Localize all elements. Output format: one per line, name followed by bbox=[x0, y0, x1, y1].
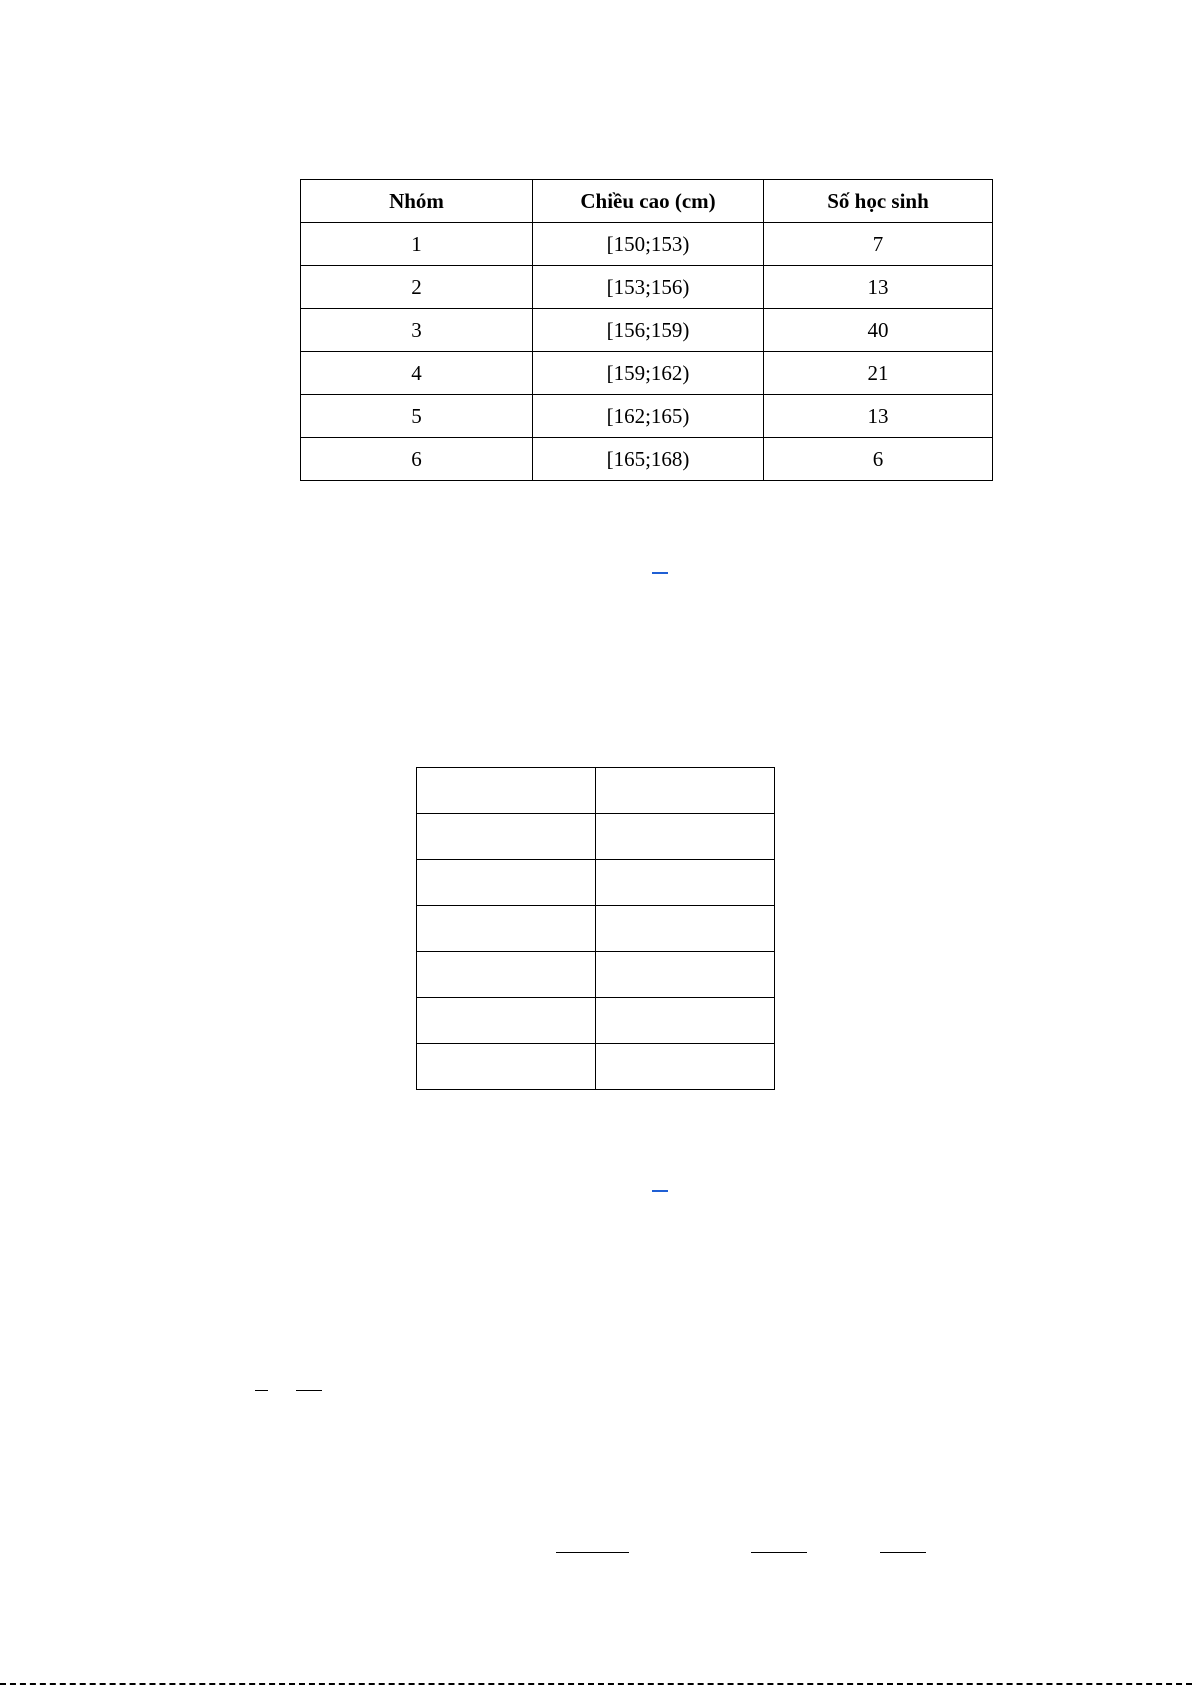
cell-height: [150;153) bbox=[533, 223, 764, 266]
empty-cell bbox=[596, 906, 775, 952]
cell-height: [159;162) bbox=[533, 352, 764, 395]
cell-height: [156;159) bbox=[533, 309, 764, 352]
cell-height: [153;156) bbox=[533, 266, 764, 309]
header-group: Nhóm bbox=[301, 180, 533, 223]
empty-cell bbox=[596, 768, 775, 814]
fraction-bar-mark bbox=[652, 572, 668, 574]
cell-group: 4 bbox=[301, 352, 533, 395]
table-row bbox=[301, 309, 993, 352]
table-row bbox=[417, 860, 775, 906]
empty-cell bbox=[417, 952, 596, 998]
table-row bbox=[301, 223, 993, 266]
table-row bbox=[417, 998, 775, 1044]
table-row bbox=[301, 438, 993, 481]
table-row bbox=[417, 952, 775, 998]
fraction-bar-mark bbox=[880, 1552, 926, 1553]
empty-cell bbox=[596, 998, 775, 1044]
fraction-bar-mark bbox=[296, 1390, 322, 1391]
cell-group: 5 bbox=[301, 395, 533, 438]
table-row bbox=[301, 266, 993, 309]
empty-cell bbox=[417, 860, 596, 906]
cell-group: 3 bbox=[301, 309, 533, 352]
cell-students: 13 bbox=[764, 395, 993, 438]
cell-students: 7 bbox=[764, 223, 993, 266]
fraction-bar-mark bbox=[556, 1552, 629, 1553]
cell-students: 40 bbox=[764, 309, 993, 352]
header-students: Số học sinh bbox=[764, 180, 993, 223]
fraction-bar-mark bbox=[652, 1190, 668, 1192]
cell-students: 21 bbox=[764, 352, 993, 395]
cell-students: 13 bbox=[764, 266, 993, 309]
cell-height: [165;168) bbox=[533, 438, 764, 481]
cell-height: [162;165) bbox=[533, 395, 764, 438]
empty-cell bbox=[596, 952, 775, 998]
table-row bbox=[417, 768, 775, 814]
empty-cell bbox=[417, 1044, 596, 1090]
table-row bbox=[301, 395, 993, 438]
empty-cell bbox=[417, 906, 596, 952]
fraction-bar-mark bbox=[255, 1390, 268, 1391]
empty-cell bbox=[417, 768, 596, 814]
table-row bbox=[417, 906, 775, 952]
cell-students: 6 bbox=[764, 438, 993, 481]
table-row bbox=[417, 1044, 775, 1090]
empty-cell bbox=[417, 814, 596, 860]
table-header-row bbox=[301, 180, 993, 223]
header-height: Chiều cao (cm) bbox=[533, 180, 764, 223]
table-row bbox=[301, 352, 993, 395]
empty-cell bbox=[596, 1044, 775, 1090]
empty-cell bbox=[417, 998, 596, 1044]
fraction-bar-mark bbox=[751, 1552, 807, 1553]
cell-group: 6 bbox=[301, 438, 533, 481]
cell-group: 2 bbox=[301, 266, 533, 309]
empty-cell bbox=[596, 860, 775, 906]
height-frequency-table bbox=[300, 179, 993, 481]
table-row bbox=[417, 814, 775, 860]
empty-grid-table bbox=[416, 767, 775, 1090]
empty-cell bbox=[596, 814, 775, 860]
cell-group: 1 bbox=[301, 223, 533, 266]
